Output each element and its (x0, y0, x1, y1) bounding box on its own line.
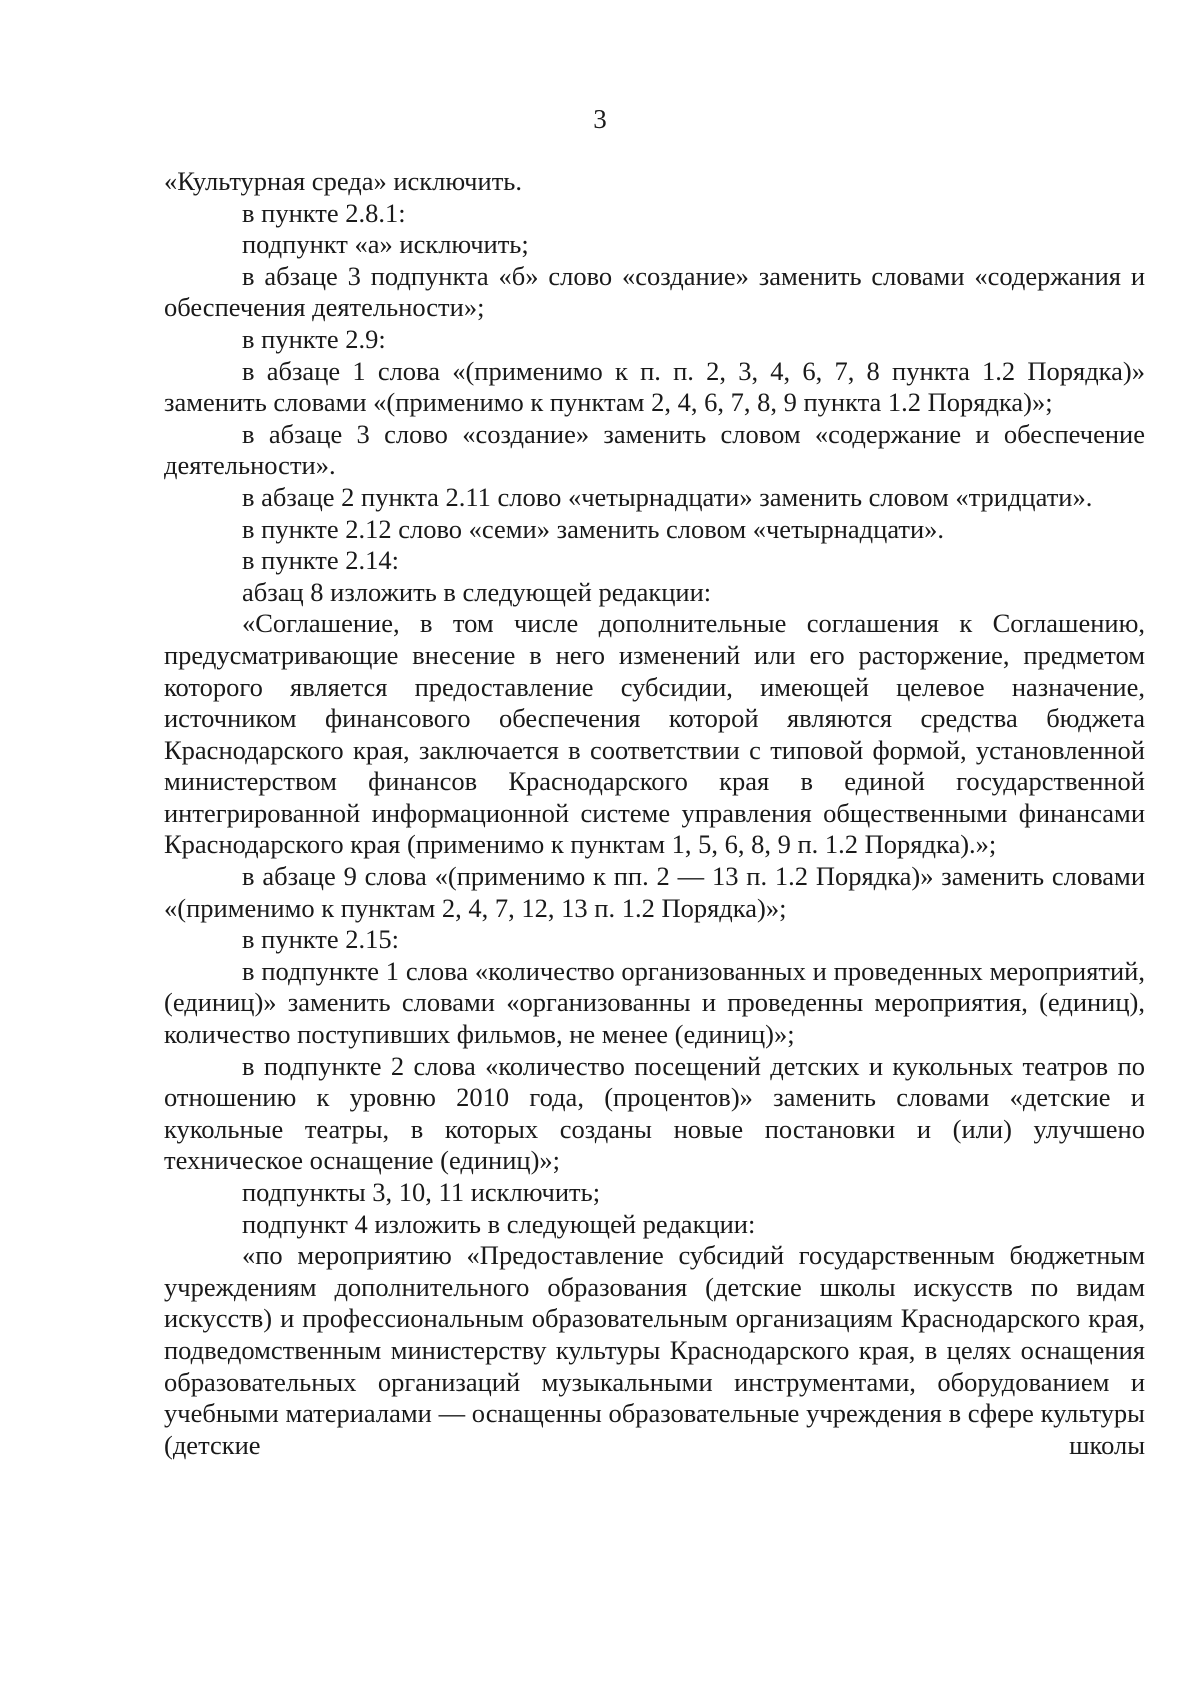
paragraph: в абзаце 3 слово «создание» заменить словом «содержание и обеспечение деятельности». (164, 418, 1145, 481)
paragraph: в пункте 2.9: (242, 323, 386, 354)
paragraph: в пункте 2.12 слово «семи» заменить словом «четырнадцати». (242, 513, 945, 544)
document-body (164, 166, 1145, 1461)
paragraph: в пункте 2.15: (242, 924, 399, 955)
paragraph: в абзаце 1 слова «(применимо к п. п. 2, 3, 4, 6, 7, 8 пункта 1.2 Порядка)» заменить словами «(применимо к пунктам 2, 4, 6, 7, 8, 9 пункта 1.2 Порядка)»; (164, 355, 1145, 418)
paragraph: в пункте 2.14: (242, 545, 399, 576)
paragraph: в абзаце 2 пункта 2.11 слово «четырнадцати» заменить словом «тридцати». (242, 481, 1093, 512)
paragraph: абзац 8 изложить в следующей редакции: (242, 576, 712, 607)
paragraph: в абзаце 9 слова «(применимо к пп. 2 — 13 п. 1.2 Порядка)» заменить словами «(применимо к пунктам 2, 4, 7, 12, 13 п. 1.2 Порядка)»; (164, 861, 1145, 923)
paragraph: «Соглашение, в том числе дополнительные соглашения к Соглашению, предусматривающие внесение в него изменений или его расторжение, предметом которого является предоставление субсидии, имеющей целевое назначение, источником финансового обеспечения которой являются средства бюджета Краснодарского края, заключается в соответствии с типовой формой, установленной министерством финансов Краснодарского края в единой государственной интегрированной информационной системе управления общественными финансами Краснодарского края (применимо к пунктам 1, 5, 6, 8, 9 п. 1.2 Порядка).»; (164, 608, 1145, 860)
paragraph: в пункте 2.8.1: (242, 197, 406, 228)
paragraph: в подпункте 1 слова «количество организованных и проведенных мероприятий, (единиц)» заменить словами «организованны и проведенны мероприятия, (единиц), количество поступивших фильмов, не менее (единиц)»; (164, 955, 1145, 1050)
paragraph: в подпункте 2 слова «количество посещений детских и кукольных театров по отношению к уровню 2010 года, (процентов)» заменить словами «детские и кукольные театры, в которых созданы новые постановки и (или) улучшено техническое оснащение (единиц)»; (164, 1050, 1145, 1176)
paragraph: подпункт 4 изложить в следующей редакции: (242, 1208, 756, 1239)
page-number: 3 (593, 104, 607, 134)
paragraph: в абзаце 3 подпункта «б» слово «создание» заменить словами «содержания и обеспечения деятельности»; (164, 260, 1145, 323)
paragraph: «Культурная среда» исключить. (164, 166, 522, 196)
paragraph: подпункты 3, 10, 11 исключить; (242, 1177, 601, 1207)
paragraph: подпункт «а» исключить; (242, 229, 529, 260)
paragraph-continued: «по мероприятию «Предоставление субсидий государственным бюджетным учреждениям дополнительного образования (детские школы искусств по видам искусств) и профессиональным образовательным организациям Краснодарского края, подведомственным министерству культуры Краснодарского края, в целях оснащения образовательных организаций музыкальными инструментами, оборудованием и учебными материалами — оснащенны образовательные учреждения в сфере культуры (детские школы (164, 1240, 1145, 1460)
